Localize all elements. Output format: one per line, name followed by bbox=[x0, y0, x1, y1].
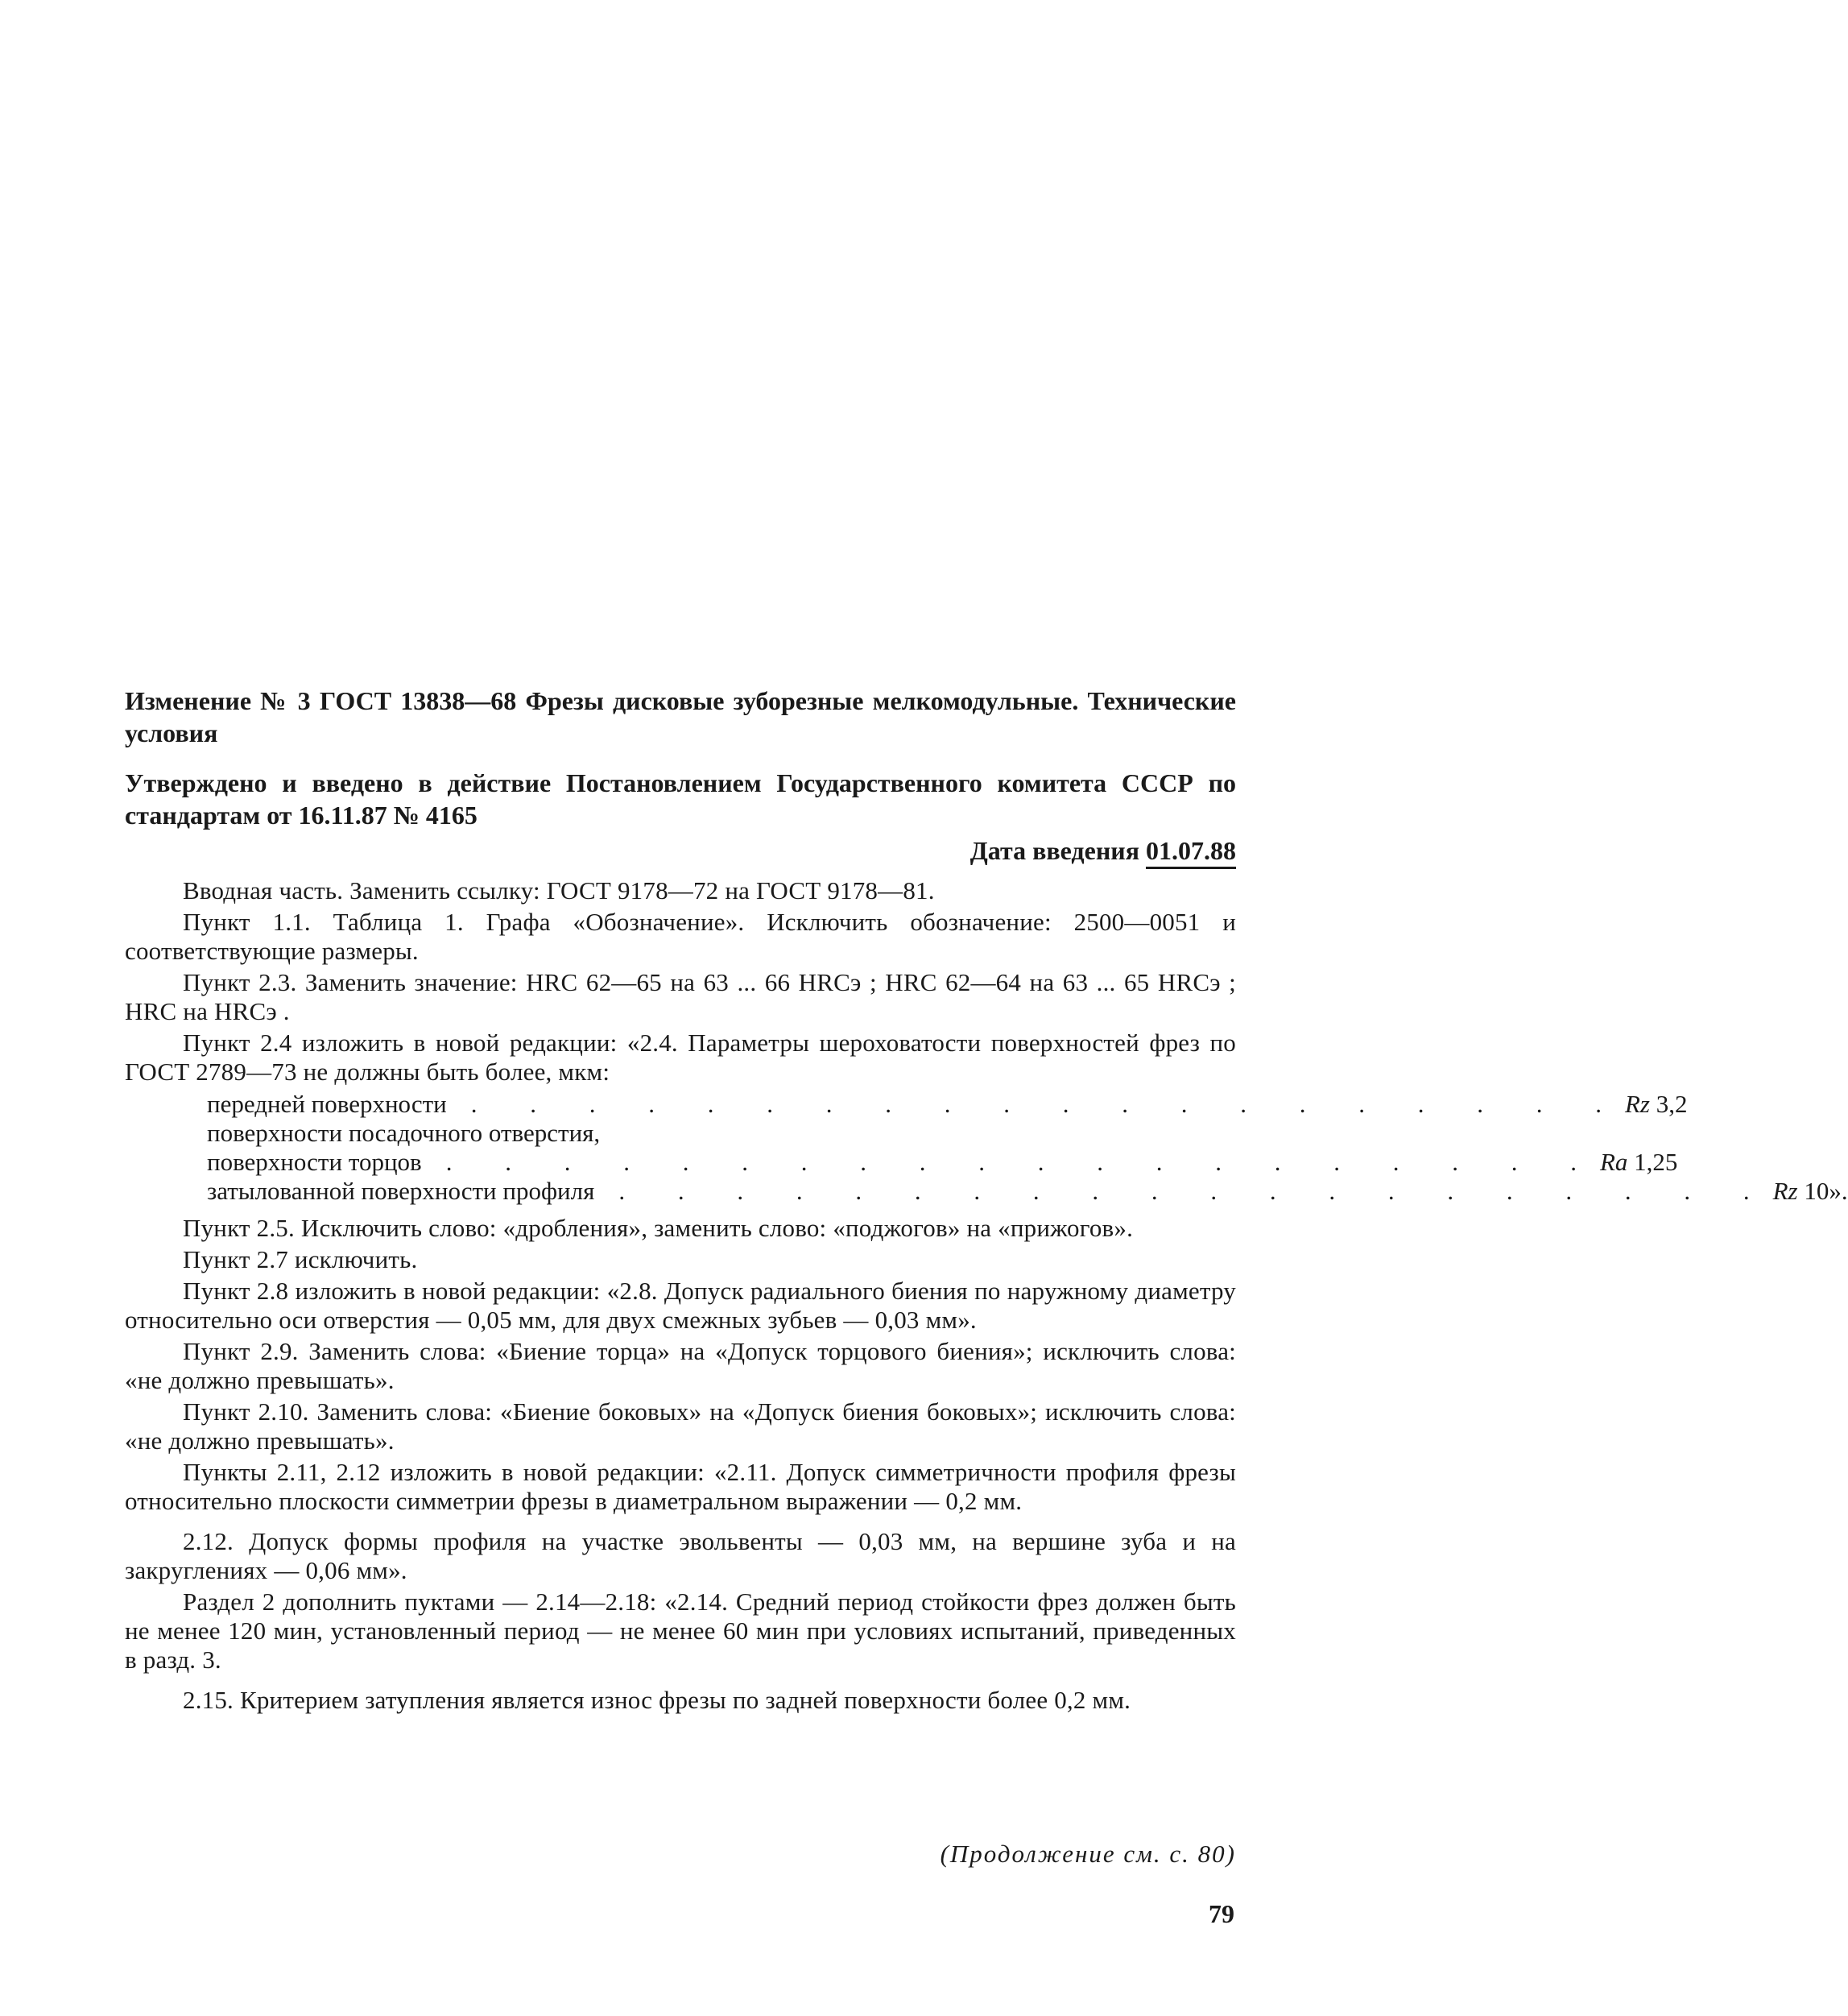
effective-date-value: 01.07.88 bbox=[1146, 836, 1236, 869]
amendment-title: Изменение № 3 ГОСТ 13838—68 Фрезы дисковые зуборезные мелкомодульные. Технические условия bbox=[125, 686, 1236, 747]
page-number: 79 bbox=[1209, 1899, 1234, 1928]
list-item bbox=[207, 1090, 1688, 1119]
list-item-label: поверхности посадочного отверстия, bbox=[207, 1119, 601, 1147]
paragraph: Пункт 2.8 изложить в новой редакции: «2.8. Допуск радиального биения по наружному диаметру относительно оси отверстия — 0,05 мм, для двух смежных зубьев — 0,03 мм». bbox=[125, 1277, 1236, 1334]
paragraph: Пункты 2.11, 2.12 изложить в новой редакции: «2.11. Допуск симметричности профиля фрезы относительно плоскости симметрии фрезы в диаметральном выражении — 0,2 мм. bbox=[125, 1458, 1236, 1515]
list-item-label: поверхности торцов bbox=[207, 1148, 422, 1176]
list-item-value: Rz 10». bbox=[1772, 1177, 1848, 1205]
list-item-label: затылованной поверхности профиля bbox=[207, 1177, 595, 1205]
document-body bbox=[125, 876, 1848, 1717]
document-header bbox=[125, 685, 1236, 867]
paragraph: Раздел 2 дополнить пуктами — 2.14—2.18: «2.14. Средний период стойкости фрез должен быть не менее 120 мин, установленный период — не менее 60 мин при условиях испытаний, приведенных в разд. 3. bbox=[125, 1588, 1236, 1674]
leader-dots: . . . . . . . . . . . . . . . . . . . . bbox=[445, 1148, 1600, 1176]
effective-date bbox=[125, 834, 1236, 867]
paragraph: Пункт 2.10. Заменить слова: «Биение боковых» на «Допуск биения боковых»; исключить слова: «не должно превышать». bbox=[125, 1397, 1236, 1455]
paragraph: Вводная часть. Заменить ссылку: ГОСТ 9178—72 на ГОСТ 9178—81. bbox=[183, 876, 935, 905]
list-item-value: Rz 3,2 bbox=[1624, 1090, 1688, 1118]
roughness-list bbox=[207, 1090, 1848, 1206]
list-item bbox=[207, 1177, 1848, 1206]
leader-dots: . . . . . . . . . . . . . . . . . . . . bbox=[618, 1177, 1773, 1205]
effective-date-label: Дата введения bbox=[969, 836, 1139, 865]
paragraph: Пункт 2.7 исключить. bbox=[183, 1245, 418, 1273]
list-item bbox=[207, 1119, 1181, 1148]
paragraph: 2.15. Критерием затупления является износ фрезы по задней поверхности более 0,2 мм. bbox=[183, 1686, 1131, 1714]
paragraph: Пункт 1.1. Таблица 1. Графа «Обозначение». Исключить обозначение: 2500—0051 и соответствующие размеры. bbox=[125, 908, 1236, 965]
paragraph: 2.12. Допуск формы профиля на участке эвольвенты — 0,03 мм, на вершине зуба и на закруглениях — 0,06 мм». bbox=[125, 1527, 1236, 1584]
paragraph: Пункт 2.5. Исключить слово: «дробления», заменить слово: «поджогов» на «прижогов». bbox=[183, 1214, 1134, 1242]
leader-dots: . . . . . . . . . . . . . . . . . . . . bbox=[470, 1090, 1625, 1118]
paragraph: Пункт 2.3. Заменить значение: HRC 62—65 на 63 ... 66 HRCэ ; HRC 62—64 на 63 ... 65 HRCэ ; HRC на HRCэ . bbox=[125, 968, 1236, 1025]
approval-statement: Утверждено и введено в действие Постановлением Государственного комитета СССР по стандартам от 16.11.87 № 4165 bbox=[125, 768, 1236, 830]
list-item-label: передней поверхности bbox=[207, 1090, 447, 1118]
paragraph: Пункт 2.9. Заменить слова: «Биение торца» на «Допуск торцового биения»; исключить слова: «не должно превышать». bbox=[125, 1337, 1236, 1394]
paragraph: Пункт 2.4 изложить в новой редакции: «2.4. Параметры шероховатости поверхностей фрез по ГОСТ 2789—73 не должны быть более, мкм: bbox=[125, 1029, 1236, 1086]
list-item-value: Ra 1,25 bbox=[1599, 1148, 1678, 1176]
list-item bbox=[207, 1148, 1678, 1177]
continuation-note: (Продолжение см. с. 80) bbox=[940, 1840, 1236, 1868]
